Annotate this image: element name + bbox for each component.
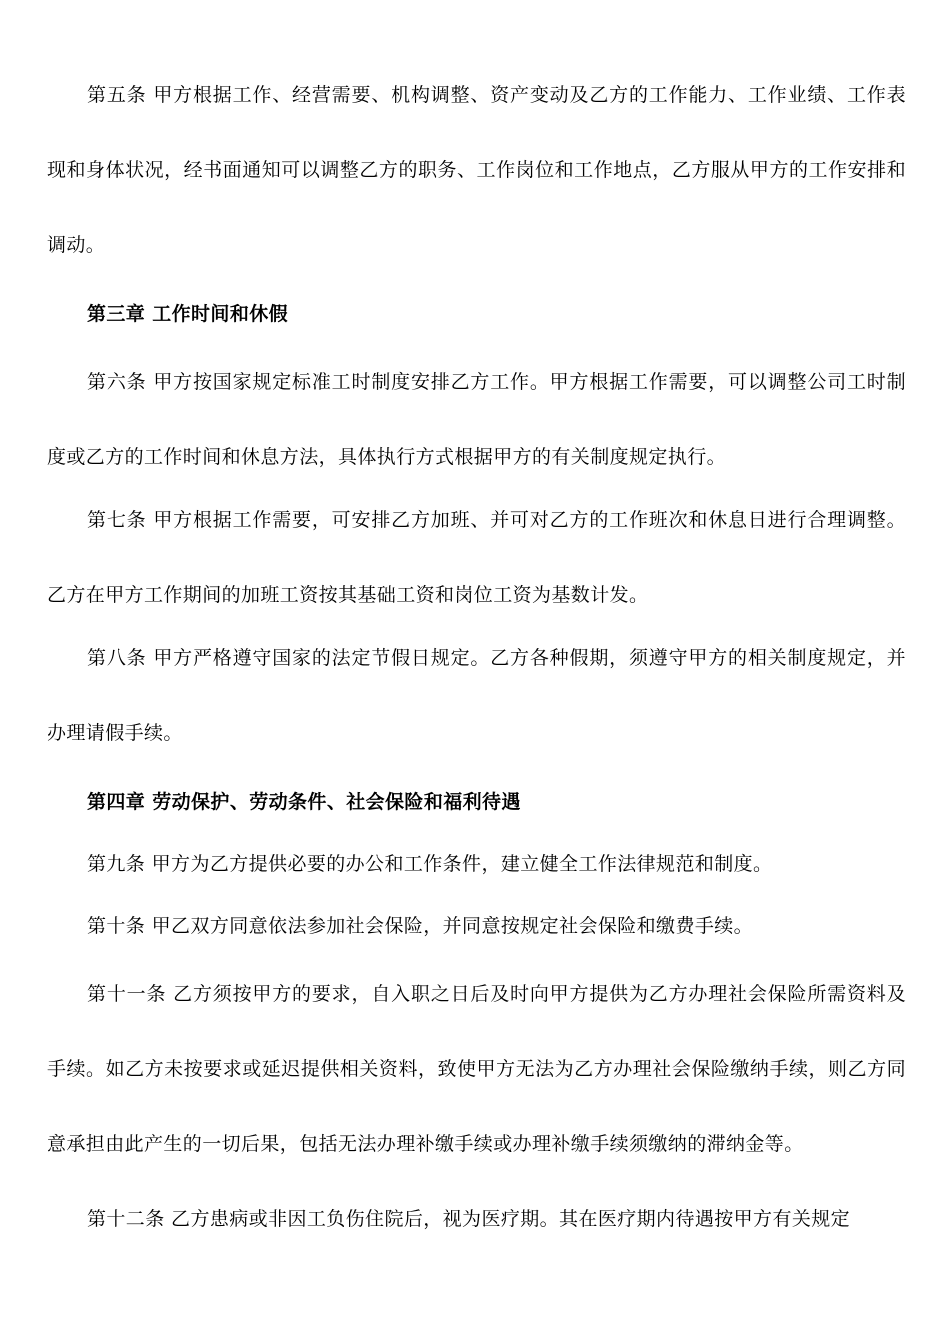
chapter-4-heading: 第四章 劳动保护、劳动条件、社会保险和福利待遇 (87, 791, 521, 813)
article-7: 第七条 甲方根据工作需要，可安排乙方加班、并可对乙方的工作班次和休息日进行合理调整。乙方在甲方工作期间的加班工资按其基础工资和岗位工资为基数计发。 (47, 509, 906, 606)
chapter-3-heading: 第三章 工作时间和休假 (87, 303, 289, 325)
article-10: 第十条 甲乙双方同意依法参加社会保险，并同意按规定社会保险和缴费手续。 (87, 915, 754, 937)
article-8: 第八条 甲方严格遵守国家的法定节假日规定。乙方各种假期，须遵守甲方的相关制度规定，并办理请假手续。 (47, 647, 906, 744)
article-5: 第五条 甲方根据工作、经营需要、机构调整、资产变动及乙方的工作能力、工作业绩、工作表现和身体状况，经书面通知可以调整乙方的职务、工作岗位和工作地点，乙方服从甲方的工作安排和调动。 (47, 84, 906, 256)
article-11: 第十一条 乙方须按甲方的要求，自入职之日后及时向甲方提供为乙方办理社会保险所需资料及手续。如乙方未按要求或延迟提供相关资料，致使甲方无法为乙方办理社会保险缴纳手续，则乙方同意承担由此产生的一切后果，包括无法办理补缴手续或办理补缴手续须缴纳的滞纳金等。 (47, 983, 906, 1155)
article-9: 第九条 甲方为乙方提供必要的办公和工作条件，建立健全工作法律规范和制度。 (87, 853, 773, 875)
article-12: 第十二条 乙方患病或非因工负伤住院后，视为医疗期。其在医疗期内待遇按甲方有关规定 (87, 1208, 851, 1230)
article-6: 第六条 甲方按国家规定标准工时制度安排乙方工作。甲方根据工作需要，可以调整公司工时制度或乙方的工作时间和休息方法，具体执行方式根据甲方的有关制度规定执行。 (47, 371, 906, 468)
